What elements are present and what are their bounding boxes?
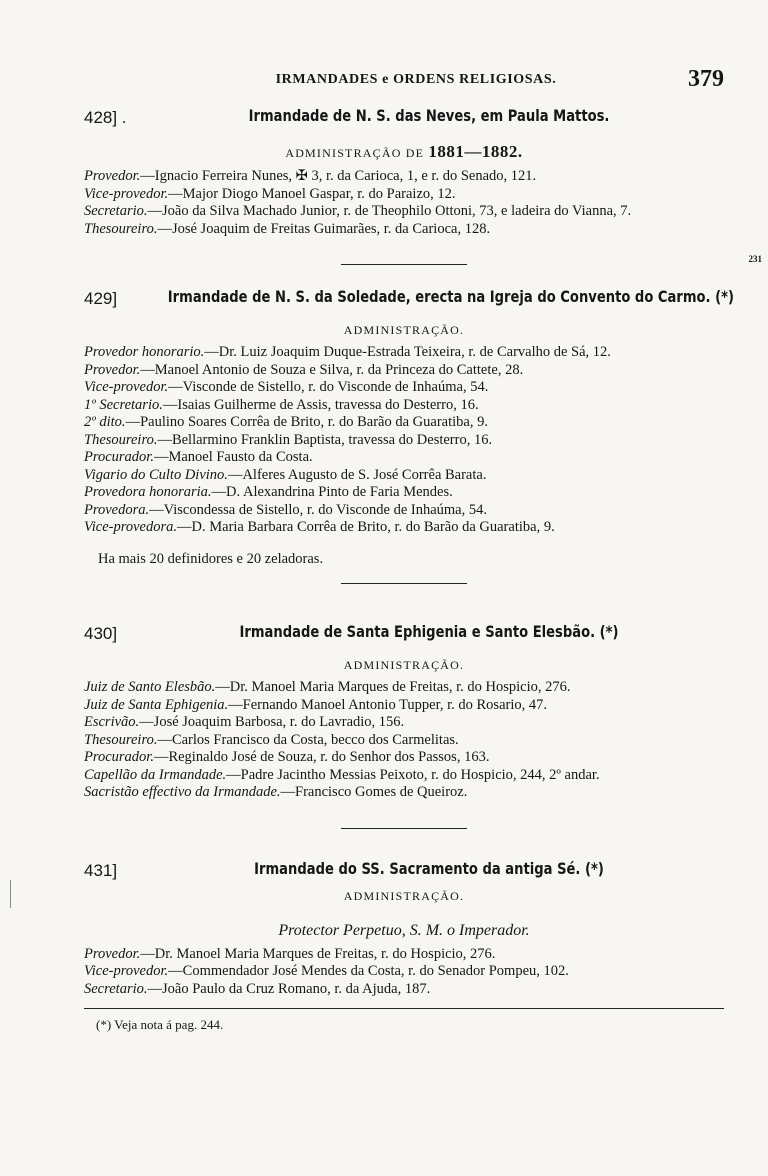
role-holder: —Padre Jacintho Messias Peixoto, r. do Hospicio, 244, 2º andar. — [226, 766, 600, 783]
role-label: Vice-provedor. — [84, 379, 169, 395]
role-label: Provedora honoraria. — [84, 484, 212, 500]
role-label: Thesoureiro. — [84, 220, 158, 237]
entry-line — [84, 784, 724, 802]
entry-line — [84, 767, 724, 785]
entry-430 — [84, 620, 724, 802]
entry-line — [84, 714, 724, 732]
entry-header — [84, 857, 724, 887]
protector-line: Protector Perpetuo, S. M. o Imperador. — [278, 921, 530, 939]
entry-line — [84, 697, 724, 715]
role-label: Secretario. — [84, 980, 148, 997]
administration-label: ADMINISTRAÇÃO DE — [285, 146, 425, 160]
role-label: Provedor. — [84, 168, 141, 184]
entry-line — [84, 344, 724, 362]
administration-heading — [84, 658, 724, 673]
entry-title: Irmandade do SS. Sacramento da antiga Sé. (*) — [254, 858, 604, 878]
margin-mark — [10, 880, 11, 908]
role-holder: —João da Silva Machado Junior, r. de Theophilo Ottoni, 73, e ladeira do Vianna, 7. — [147, 203, 632, 219]
entry-line — [84, 946, 724, 964]
entry-line — [84, 502, 724, 520]
entry-line — [84, 679, 724, 697]
section-divider — [341, 828, 467, 829]
entry-line — [84, 749, 724, 767]
entry-line — [84, 186, 724, 204]
role-holder: —Paulino Soares Corrêa de Brito, r. do Barão da Guaratiba, 9. — [125, 414, 488, 430]
entry-number: 428] . — [84, 108, 127, 127]
entry-line — [84, 963, 724, 981]
role-holder: —Dr. Manoel Maria Marques de Freitas, r. do Hospicio, 276. — [140, 945, 496, 962]
role-label: Provedor. — [84, 361, 141, 378]
role-label: 1º Secretario. — [84, 396, 163, 413]
entry-line — [84, 732, 724, 750]
footnote: (*) Veja nota á pag. 244. — [96, 1017, 224, 1032]
section-divider — [341, 264, 467, 265]
role-holder: —Dr. Luiz Joaquim Duque-Estrada Teixeira, r. de Carvalho de Sá, 12. — [204, 344, 611, 360]
entry-429 — [84, 285, 734, 569]
role-holder: —Ignacio Ferreira Nunes, ✠ 3, r. da Carioca, 1, e r. do Senado, 121. — [140, 168, 537, 184]
role-label: Escrivão. — [84, 714, 140, 730]
role-holder: —D. Maria Barbara Corrêa de Brito, r. do Barão da Guaratiba, 9. — [177, 519, 555, 535]
entry-title: Irmandade de Santa Ephigenia e Santo Elesbão. (*) — [239, 622, 619, 641]
role-holder: —Manoel Fausto da Costa. — [153, 449, 313, 465]
administration-label: ADMINISTRAÇÃO. — [343, 323, 465, 337]
entry-line — [84, 221, 724, 239]
entry-line — [84, 397, 724, 415]
administration-label: ADMINISTRAÇÃO. — [343, 888, 465, 903]
role-label: Thesoureiro. — [84, 731, 158, 748]
entry-line — [84, 379, 724, 397]
role-holder: —Manoel Antonio de Souza e Silva, r. da Princeza do Cattete, 28. — [140, 361, 524, 378]
role-holder: —D. Alexandrina Pinto de Faria Mendes. — [211, 484, 453, 500]
role-holder: —Francisco Gomes de Queiroz. — [280, 784, 468, 800]
entry-line — [84, 449, 724, 467]
administration-heading — [84, 889, 724, 904]
entry-line — [84, 362, 724, 380]
entry-header — [84, 104, 724, 134]
role-holder: —Viscondessa de Sistello, r. do Visconde de Inhaúma, 54. — [149, 501, 487, 518]
entry-number: 430] — [84, 624, 118, 643]
running-header — [84, 66, 724, 94]
role-label: 2º dito. — [84, 414, 126, 430]
administration-heading — [84, 323, 724, 338]
role-holder: —Alferes Augusto de S. José Corrêa Barata. — [227, 466, 487, 483]
entry-note: Ha mais 20 definidores e 20 zeladoras. — [98, 551, 324, 567]
section-divider — [341, 583, 467, 584]
entry-line — [84, 203, 724, 221]
role-label: Secretario. — [84, 203, 148, 219]
entry-431 — [84, 857, 724, 999]
role-label: Capellão da Irmandade. — [84, 766, 227, 783]
role-label: Vigario do Culto Divino. — [84, 466, 228, 483]
entry-line — [84, 467, 724, 485]
role-holder: —Dr. Manoel Maria Marques de Freitas, r. do Hospicio, 276. — [215, 679, 571, 695]
role-holder: —Carlos Francisco da Costa, becco dos Carmelitas. — [157, 731, 459, 748]
role-label: Sacristão effectivo da Irmandade. — [84, 784, 281, 800]
role-holder: —Commendador José Mendes da Costa, r. do Senador Pompeu, 102. — [168, 963, 569, 979]
entry-header — [84, 620, 724, 650]
role-label: Vice-provedora. — [84, 519, 178, 535]
entry-line — [84, 168, 724, 186]
entry-title: Irmandade de N. S. das Neves, em Paula Mattos. — [248, 106, 610, 125]
role-holder: —José Joaquim Barbosa, r. do Lavradio, 156. — [139, 714, 405, 730]
role-label: Provedor honorario. — [84, 344, 205, 360]
entry-header — [84, 285, 734, 315]
entry-number: 429] — [84, 289, 118, 308]
role-holder: —Fernando Manoel Antonio Tupper, r. do Rosario, 47. — [228, 696, 547, 713]
role-holder: —Reginaldo José de Souza, r. do Senhor dos Passos, 163. — [153, 749, 490, 765]
page — [84, 66, 734, 1033]
role-holder: —Isaias Guilherme de Assis, travessa do Desterro, 16. — [162, 396, 479, 413]
role-label: Juiz de Santa Ephigenia. — [84, 696, 229, 713]
entry-line — [84, 981, 724, 999]
role-label: Juiz de Santo Elesbão. — [84, 679, 216, 695]
role-label: Provedora. — [84, 501, 150, 518]
role-holder: —Visconde de Sistello, r. do Visconde de Inhaúma, 54. — [168, 379, 489, 395]
margin-number: 231 — [748, 254, 762, 264]
entry-line — [84, 519, 724, 537]
role-label: Thesoureiro. — [84, 431, 158, 448]
administration-label: ADMINISTRAÇÃO. — [343, 658, 465, 672]
entry-line — [84, 484, 724, 502]
role-label: Procurador. — [84, 449, 154, 465]
role-holder: —Major Diogo Manoel Gaspar, r. do Paraizo, 12. — [168, 185, 456, 202]
role-label: Procurador. — [84, 749, 154, 765]
running-title: IRMANDADES e ORDENS RELIGIOSAS. — [275, 72, 557, 87]
entry-line — [84, 414, 724, 432]
entry-title: Irmandade de N. S. da Soledade, erecta na Igreja do Convento do Carmo. (*) — [167, 287, 734, 306]
role-holder: —Bellarmino Franklin Baptista, travessa do Desterro, 16. — [157, 431, 493, 448]
role-holder: —João Paulo da Cruz Romano, r. da Ajuda, 187. — [147, 980, 431, 997]
administration-heading — [84, 142, 724, 162]
administration-years: 1881—1882. — [428, 142, 523, 161]
role-holder: —José Joaquim de Freitas Guimarães, r. da Carioca, 128. — [157, 220, 491, 237]
footnote-rule — [84, 1008, 724, 1009]
role-label: Provedor. — [84, 945, 141, 962]
entry-428 — [84, 104, 724, 238]
entry-line — [84, 432, 724, 450]
role-label: Vice-provedor. — [84, 963, 169, 979]
page-number: 379 — [688, 66, 724, 92]
role-label: Vice-provedor. — [84, 185, 169, 202]
entry-number: 431] — [84, 860, 118, 880]
